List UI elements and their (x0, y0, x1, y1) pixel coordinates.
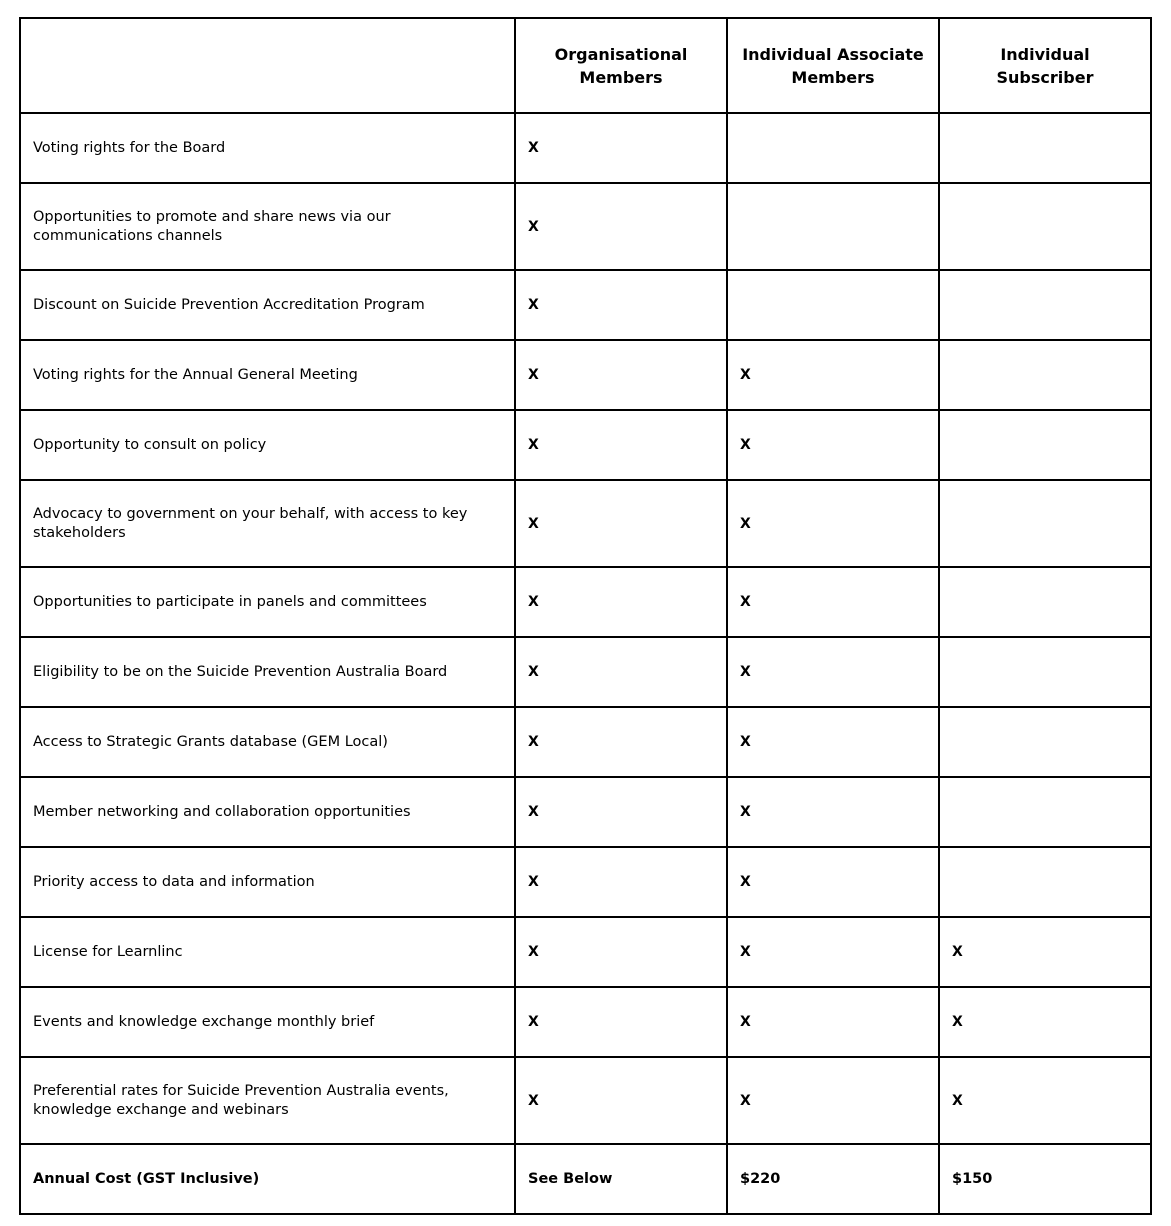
associate-mark: X (727, 340, 939, 410)
associate-cost: $220 (727, 1144, 939, 1214)
associate-mark (727, 183, 939, 270)
organisational-mark: X (515, 1057, 727, 1144)
header-empty-cell (20, 18, 515, 113)
feature-cell: Opportunities to promote and share news via our communications channels (20, 183, 515, 270)
header-organisational-members: Organisational Members (515, 18, 727, 113)
annual-cost-label: Annual Cost (GST Inclusive) (20, 1144, 515, 1214)
table-row (20, 567, 1151, 637)
subscriber-mark (939, 847, 1151, 917)
subscriber-mark: X (939, 987, 1151, 1057)
organisational-mark: X (515, 917, 727, 987)
associate-mark: X (727, 707, 939, 777)
feature-cell: Access to Strategic Grants database (GEM Local) (20, 707, 515, 777)
table-row (20, 637, 1151, 707)
associate-mark: X (727, 917, 939, 987)
feature-cell: License for Learnlinc (20, 917, 515, 987)
subscriber-cost: $150 (939, 1144, 1151, 1214)
associate-mark: X (727, 410, 939, 480)
organisational-mark: X (515, 707, 727, 777)
table-row (20, 917, 1151, 987)
feature-cell: Priority access to data and information (20, 847, 515, 917)
table-row (20, 270, 1151, 340)
subscriber-mark (939, 410, 1151, 480)
organisational-mark: X (515, 340, 727, 410)
associate-mark: X (727, 777, 939, 847)
associate-mark: X (727, 987, 939, 1057)
table-row (20, 1057, 1151, 1144)
subscriber-mark (939, 637, 1151, 707)
feature-cell: Opportunities to participate in panels and committees (20, 567, 515, 637)
table-row (20, 707, 1151, 777)
organisational-mark: X (515, 567, 727, 637)
subscriber-mark (939, 270, 1151, 340)
organisational-mark: X (515, 847, 727, 917)
feature-cell: Voting rights for the Annual General Meeting (20, 340, 515, 410)
subscriber-mark (939, 707, 1151, 777)
table-row (20, 987, 1151, 1057)
annual-cost-row (20, 1144, 1151, 1214)
organisational-mark: X (515, 270, 727, 340)
subscriber-mark (939, 567, 1151, 637)
table-row (20, 340, 1151, 410)
table-row (20, 183, 1151, 270)
associate-mark (727, 113, 939, 183)
organisational-mark: X (515, 637, 727, 707)
associate-mark: X (727, 1057, 939, 1144)
subscriber-mark: X (939, 1057, 1151, 1144)
feature-cell: Advocacy to government on your behalf, with access to key stakeholders (20, 480, 515, 567)
feature-cell: Preferential rates for Suicide Prevention Australia events, knowledge exchange and webinars (20, 1057, 515, 1144)
organisational-mark: X (515, 410, 727, 480)
associate-mark: X (727, 637, 939, 707)
header-row (20, 18, 1151, 113)
table-row (20, 847, 1151, 917)
header-individual-associate-members: Individual Associate Members (727, 18, 939, 113)
organisational-mark: X (515, 113, 727, 183)
organisational-mark: X (515, 480, 727, 567)
organisational-cost: See Below (515, 1144, 727, 1214)
subscriber-mark (939, 480, 1151, 567)
organisational-mark: X (515, 987, 727, 1057)
subscriber-mark (939, 340, 1151, 410)
associate-mark (727, 270, 939, 340)
subscriber-mark (939, 113, 1151, 183)
associate-mark: X (727, 567, 939, 637)
subscriber-mark (939, 183, 1151, 270)
organisational-mark: X (515, 777, 727, 847)
header-individual-subscriber: Individual Subscriber (939, 18, 1151, 113)
membership-comparison-table-wrapper (19, 17, 1152, 1215)
subscriber-mark: X (939, 917, 1151, 987)
table-row (20, 410, 1151, 480)
feature-cell: Member networking and collaboration opportunities (20, 777, 515, 847)
associate-mark: X (727, 847, 939, 917)
feature-cell: Eligibility to be on the Suicide Prevention Australia Board (20, 637, 515, 707)
table-row (20, 480, 1151, 567)
subscriber-mark (939, 777, 1151, 847)
membership-comparison-table (19, 17, 1152, 1215)
table-row (20, 777, 1151, 847)
organisational-mark: X (515, 183, 727, 270)
feature-cell: Discount on Suicide Prevention Accreditation Program (20, 270, 515, 340)
table-row (20, 113, 1151, 183)
feature-cell: Voting rights for the Board (20, 113, 515, 183)
associate-mark: X (727, 480, 939, 567)
feature-cell: Events and knowledge exchange monthly brief (20, 987, 515, 1057)
feature-cell: Opportunity to consult on policy (20, 410, 515, 480)
